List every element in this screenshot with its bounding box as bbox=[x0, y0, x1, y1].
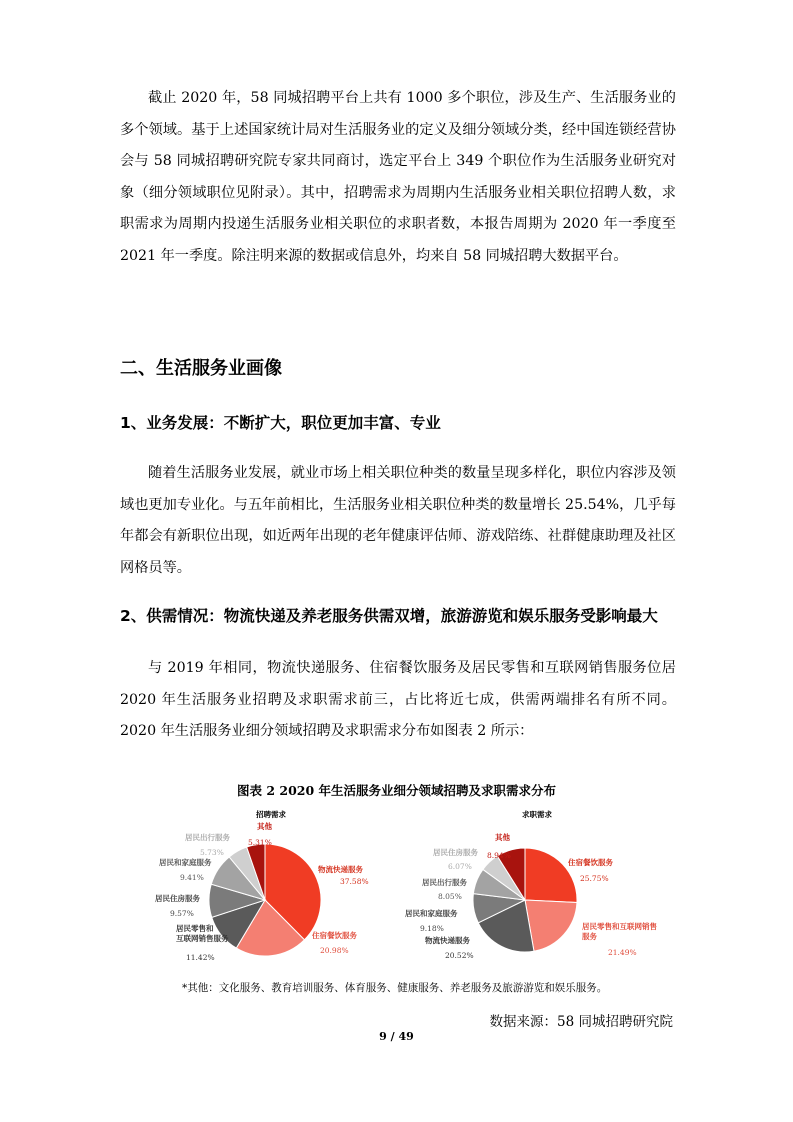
pie-slice-label: 居民出行服务 bbox=[185, 833, 230, 842]
job-seeking-pie-chart bbox=[400, 805, 690, 979]
job-seeking-pie-svg bbox=[400, 805, 690, 975]
subheading-supply-demand: 2、供需情况：物流快递及养老服务供需双增，旅游游览和娱乐服务受影响最大 bbox=[120, 607, 658, 625]
pie-slice-label: 居民住房服务 bbox=[433, 848, 478, 857]
pie-slice-percent: 9.18% bbox=[420, 924, 444, 933]
pie-slice-percent: 8.05% bbox=[438, 892, 462, 901]
pie-slice-percent: 8.94% bbox=[487, 851, 511, 860]
pie-slice-label: 其他 bbox=[495, 833, 510, 842]
pie-slice-label: 住宿餐饮服务 bbox=[568, 858, 613, 867]
subheading-business-development: 1、业务发展：不断扩大，职位更加丰富、专业 bbox=[120, 414, 441, 432]
pie-slice-percent: 9.57% bbox=[170, 909, 194, 918]
supply-demand-paragraph: 与 2019 年相同，物流快递服务、住宿餐饮服务及居民零售和互联网销售服务位居 2020 年生活服务业招聘及求职需求前三，占比将近七成，供需两端排名有所不同。2020 年生活服务业细分领域招聘及求职需求分布如图表 2 所示： bbox=[120, 660, 676, 739]
pie-title: 求职需求 bbox=[522, 810, 552, 819]
figure-note: *其他：文化服务、教育培训服务、体育服务、健康服务、养老服务及旅游游览和娱乐服务。 bbox=[182, 982, 608, 994]
figure-title: 图表 2 2020 年生活服务业细分领域招聘及求职需求分布 bbox=[236, 783, 557, 798]
pie-slice-percent: 20.98% bbox=[320, 946, 349, 955]
pie-slice-percent: 20.52% bbox=[445, 951, 474, 960]
pie-slice-label: 居民零售和互联网销售服务 bbox=[176, 924, 229, 943]
pie-slice-label: 其他 bbox=[257, 822, 272, 831]
pie-slice-percent: 21.49% bbox=[608, 948, 637, 957]
pie-slice-percent: 5.73% bbox=[200, 848, 224, 857]
pie-slice-percent: 37.58% bbox=[340, 877, 369, 886]
pie-slice-percent: 25.75% bbox=[580, 874, 609, 883]
pie-slice bbox=[525, 848, 577, 902]
data-source: 数据来源：58 同城招聘研究院 bbox=[489, 1014, 673, 1030]
pie-slice-label: 居民和家庭服务 bbox=[159, 858, 212, 867]
pie-slice-label: 物流快递服务 bbox=[425, 936, 470, 945]
pie-slice-percent: 9.41% bbox=[180, 873, 204, 882]
pie-slice-label: 物流快递服务 bbox=[318, 865, 363, 874]
section-heading: 二、生活服务业画像 bbox=[120, 358, 282, 379]
pie-slice-label: 居民住房服务 bbox=[155, 894, 200, 903]
pie-slice-percent: 5.31% bbox=[248, 838, 272, 847]
intro-paragraph: 截止 2020 年，58 同城招聘平台上共有 1000 多个职位，涉及生产、生活服务业的多个领域。基于上述国家统计局对生活服务业的定义及细分领域分类，经中国连锁经营协会与 58 同城招聘研究院专家共同商讨，选定平台上 349 个职位作为生活服务业研究对象（细分领域职位见附录）。其中，招聘需求为周期内生活服务业相关职位招聘人数，求职需求为周期内投递生活服务业相关职位的求职者数，本报告周期为 2020 年一季度至 2021 年一季度。除注明来源的数据或信息外，均来自 58 同城招聘大数据平台。 bbox=[120, 90, 676, 264]
pie-slice-label: 居民零售和互联网销售服务 bbox=[582, 922, 657, 941]
recruitment-pie-chart bbox=[140, 805, 400, 979]
pie-slice-label: 住宿餐饮服务 bbox=[312, 931, 357, 940]
recruitment-pie-svg bbox=[140, 805, 400, 975]
business-paragraph: 随着生活服务业发展，就业市场上相关职位种类的数量呈现多样化，职位内容涉及领域也更加专业化。与五年前相比，生活服务业相关职位种类的数量增长 25.54%，几乎每年都会有新职位出现，如近两年出现的老年健康评估师、游戏陪练、社群健康助理及社区网格员等。 bbox=[120, 465, 676, 576]
page-number: 9 / 49 bbox=[379, 1030, 414, 1043]
pie-slice-percent: 11.42% bbox=[186, 953, 215, 962]
pie-slice-label: 居民和家庭服务 bbox=[405, 909, 458, 918]
pie-title: 招聘需求 bbox=[256, 810, 286, 819]
pie-slice-label: 居民出行服务 bbox=[422, 878, 467, 887]
pie-slice-percent: 6.07% bbox=[448, 862, 472, 871]
